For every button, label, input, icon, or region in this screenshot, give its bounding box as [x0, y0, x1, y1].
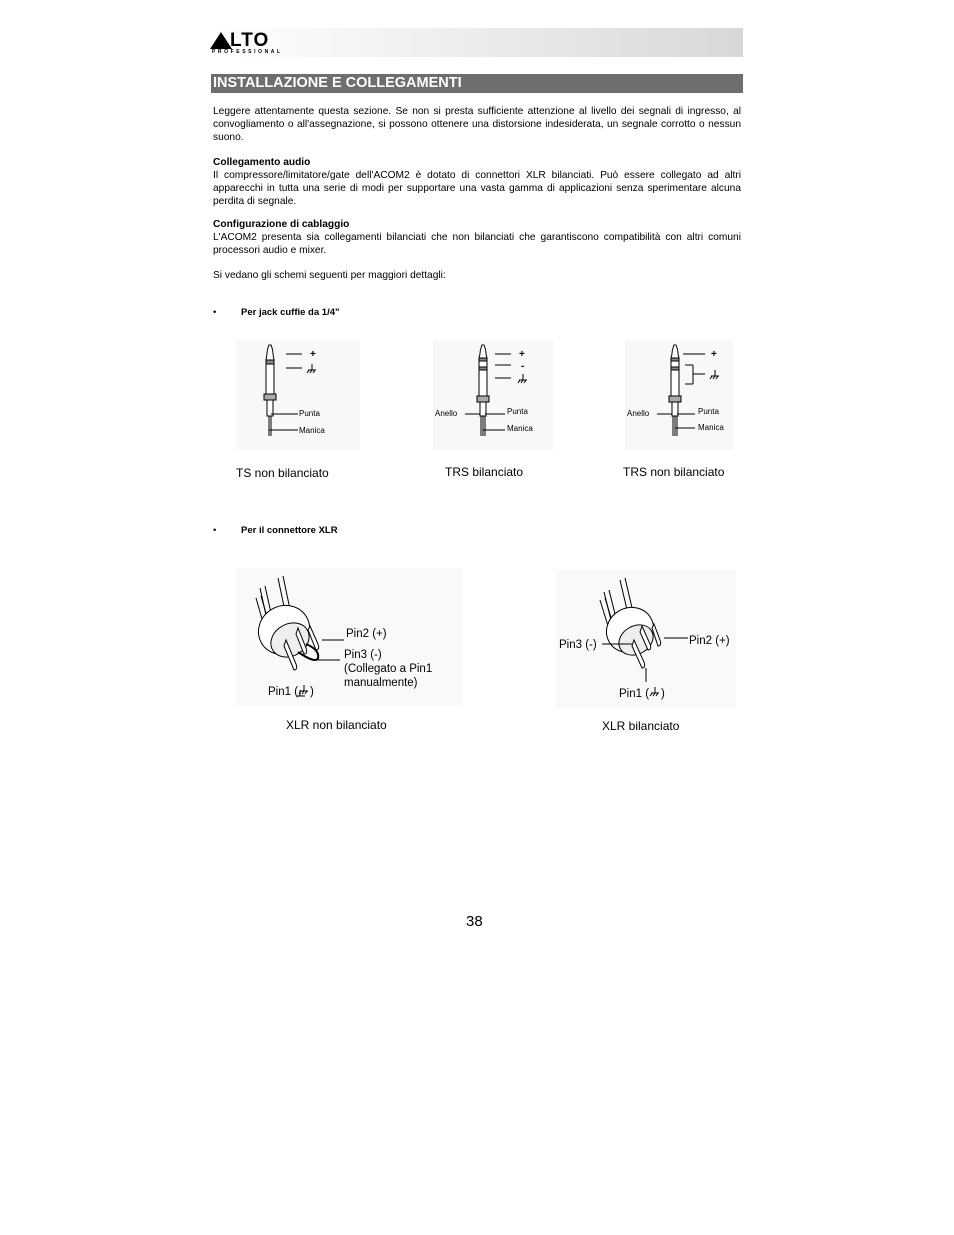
xlr-bal-pin1-label [619, 687, 665, 701]
brand-logo [210, 30, 300, 58]
xlr-unbal-pin1-label [268, 685, 314, 699]
trs-caption: TRS bilanciato [445, 465, 524, 479]
audio-text: Il compressore/limitatore/gate dell'ACOM2 è dotato di connettori XLR bilanciati. Può essere collegato ad altri apparecchi in tutta una serie di modi per supportare una vasta gamma di applicazioni senza sperimentare alcuna perdita di segnale. [213, 170, 741, 207]
ground-icon [649, 687, 661, 701]
ts-jack-figure [236, 340, 360, 450]
bullet-dot-icon: • [213, 307, 217, 318]
brand-sub: PROFESSIONAL [212, 49, 283, 55]
pin1-close: ) [661, 688, 665, 700]
trs-unbal-tip-label: Punta [698, 407, 719, 416]
trs-sleeve-label: Manica [507, 424, 533, 433]
xlr-unbal-pin2-label: Pin2 (+) [346, 628, 387, 640]
xlr-unbal-pin3-note-2: manualmente) [344, 677, 418, 689]
audio-section [213, 156, 741, 208]
trs-jack-drawing [433, 340, 553, 450]
xlr-unbalanced-figure [236, 568, 462, 706]
trs-minus-label: - [521, 361, 525, 372]
wiring-heading: Configurazione di cablaggio [213, 219, 350, 230]
trs-ring-label: Anello [435, 409, 458, 418]
audio-heading: Collegamento audio [213, 157, 311, 168]
wiring-text: L'ACOM2 presenta sia collegamenti bilanciati che non bilanciati che garantiscono compatibilità con altri comuni processori audio e mixer. [213, 232, 741, 256]
trs-unbalanced-jack-figure [625, 340, 733, 450]
intro-paragraph: Leggere attentamente questa sezione. Se non si presta sufficiente attenzione al livello dei segnali di ingresso, al convogliamento o all'assegnazione, si possono ottenere una distorsione indesiderata, un segnale corrotto o nessun suono. [213, 106, 741, 143]
xlr-bal-pin3-label: Pin3 (-) [559, 639, 597, 651]
xlr-unbal-pin3-note-1: (Collegato a Pin1 [344, 663, 433, 675]
trs-unbal-plus-label: + [711, 349, 717, 360]
ts-jack-drawing [236, 340, 360, 450]
pin1-text: Pin1 ( [268, 686, 299, 698]
see-note: Si vedano gli schemi seguenti per maggiori dettagli: [213, 270, 446, 281]
ground-icon [298, 685, 310, 699]
ts-caption: TS non bilanciato [236, 466, 329, 480]
page-number: 38 [466, 913, 483, 930]
xlr-unbalanced-caption: XLR non bilanciato [286, 718, 387, 732]
logo-triangle-icon [210, 32, 232, 50]
brand-name: LTO [230, 30, 270, 51]
pin1-close: ) [310, 686, 314, 698]
section-title: INSTALLAZIONE E COLLEGAMENTI [211, 74, 743, 93]
wiring-section [213, 218, 741, 257]
trs-unbal-sleeve-label: Manica [698, 423, 724, 432]
jack-bullet-text: Per jack cuffie da 1/4" [241, 307, 340, 318]
trs-unbalanced-jack-drawing [625, 340, 733, 450]
pin1-text: Pin1 ( [619, 688, 650, 700]
xlr-bullet-text: Per il connettore XLR [241, 525, 338, 536]
xlr-balanced-caption: XLR bilanciato [602, 719, 680, 733]
trs-unbalanced-caption: TRS non bilanciato [623, 465, 725, 479]
ts-tip-label: Punta [299, 409, 320, 418]
xlr-bal-pin2-label: Pin2 (+) [689, 635, 730, 647]
xlr-balanced-figure [556, 570, 736, 708]
trs-jack-figure [433, 340, 553, 450]
ts-sleeve-label: Manica [299, 426, 325, 435]
trs-plus-label: + [519, 349, 525, 360]
ts-plus-label: + [310, 349, 316, 360]
xlr-unbal-pin3-label: Pin3 (-) [344, 649, 382, 661]
trs-tip-label: Punta [507, 407, 528, 416]
trs-unbal-ring-label: Anello [627, 409, 650, 418]
bullet-dot-icon: • [213, 525, 217, 536]
